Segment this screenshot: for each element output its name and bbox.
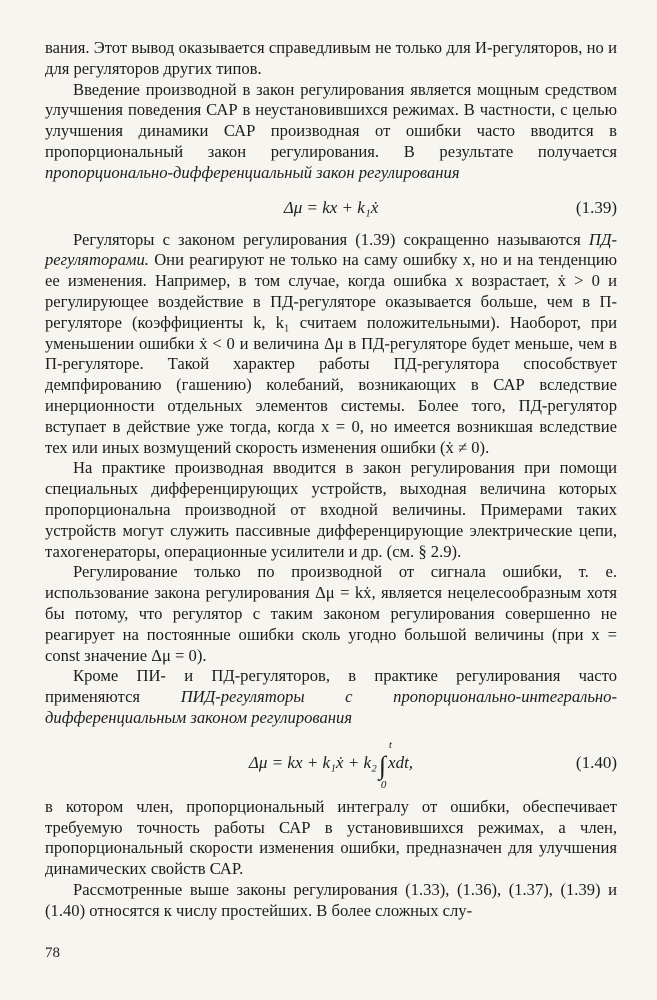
integral-sign: ∫ t 0 — [378, 738, 392, 791]
paragraph-8: Рассмотренные выше законы регулирования (1.33), (1.36), (1.37), (1.39) и (1.40) относятся к числу простейших. В более сложных слу- — [45, 879, 617, 920]
integral-upper-limit: t — [388, 738, 392, 751]
equation-1-40 — [45, 729, 617, 797]
equation-1-39-expr: Δμ = kx + k₁ẋ — [283, 197, 379, 217]
paragraph-1: вания. Этот вывод оказывается справедливым не только для И-регуляторов, но и для регуляторов других типов. — [45, 38, 617, 78]
integral-lower-limit: 0 — [380, 778, 387, 791]
term-pid-law: ПИД-регуляторы с пропорционально-интегрально-дифференциальным законом регулирования — [45, 687, 617, 727]
paragraph-6 — [45, 666, 617, 728]
paragraph-3 — [45, 230, 617, 459]
paragraph-2-text: Введение производной в закон регулирования является мощным средством улучшения поведения САР в неустановившихся режимах. В частности, с целью улучшения динамики САР производная от ошибки часто вводится в пропорциональный закон регулирования. В результате получается — [45, 79, 617, 161]
term-pd-regulators: ПД-регуляторами. — [45, 229, 617, 270]
equation-1-39-label: (1.39) — [575, 197, 617, 217]
paragraph-3-cont: Они реагируют не только на саму ошибку x, но и на тенденцию ее изменения. Например, в том случае, когда ошибка x возрастает, ẋ > 0 и регулирующее воздействие в ПД-регуляторе оказывается больше, чем в П-регуляторе (коэффициенты k, k₁ считаем положительными). Наоборот, при уменьшении ошибки ẋ < 0 и величина Δμ в ПД-регуляторе будет меньше, чем в П-регуляторе. Такой характер работы ПД-регулятора способствует демпфированию (гашению) колебаний, возникающих в САР вследствие инерционности отдельных элементов системы. Более того, ПД-регулятор вступает в действие уже тогда, когда x = 0, но имеется возникшая вследствие тех или иных возмущений скорость изменения ошибки (ẋ ≠ 0). — [45, 250, 617, 457]
paragraph-6-text: Кроме ПИ- и ПД-регуляторов, в практике регулирования часто применяются — [45, 666, 617, 707]
equation-1-40-label: (1.40) — [575, 752, 617, 772]
paragraph-4: На практике производная вводится в закон регулирования при помощи специальных дифференцирующих устройств, выходная величина которых пропорциональна производной от входной величины. Примерами таких устройств могут служить пассивные дифференцирующие электрические цепи, тахогенераторы, операционные усилители и др. (см. § 2.9). — [45, 458, 617, 561]
paragraph-3-text: Регуляторы с законом регулирования (1.39) сокращенно называются — [73, 229, 581, 249]
equation-1-40-lhs: Δμ = kx + k₁ẋ + k₂ — [248, 752, 377, 772]
paragraph-2 — [45, 80, 617, 184]
term-pd-law: пропорционально-дифференциальный закон регулирования — [45, 162, 460, 182]
equation-1-40-integrand: xdt, — [388, 752, 414, 772]
equation-1-39 — [45, 184, 617, 230]
paragraph-5: Регулирование только по производной от сигнала ошибки, т. е. использование закона регулирования Δμ = kẋ, является нецелесообразным хотя бы потому, что регулятор с таким законом регулирования совершенно не реагирует на постоянные ошибки сколь угодно большой величины (при x = const значение Δμ = 0). — [45, 562, 617, 665]
equation-1-40-expr — [45, 738, 617, 791]
paragraph-7: в котором член, пропорциональный интегралу от ошибки, обеспечивает требуемую точность работы САР в установившихся режимах, а член, пропорциональный скорости изменения ошибки, предназначен для улучшения динамических свойств САР. — [45, 796, 617, 879]
page-number: 78 — [45, 945, 60, 961]
